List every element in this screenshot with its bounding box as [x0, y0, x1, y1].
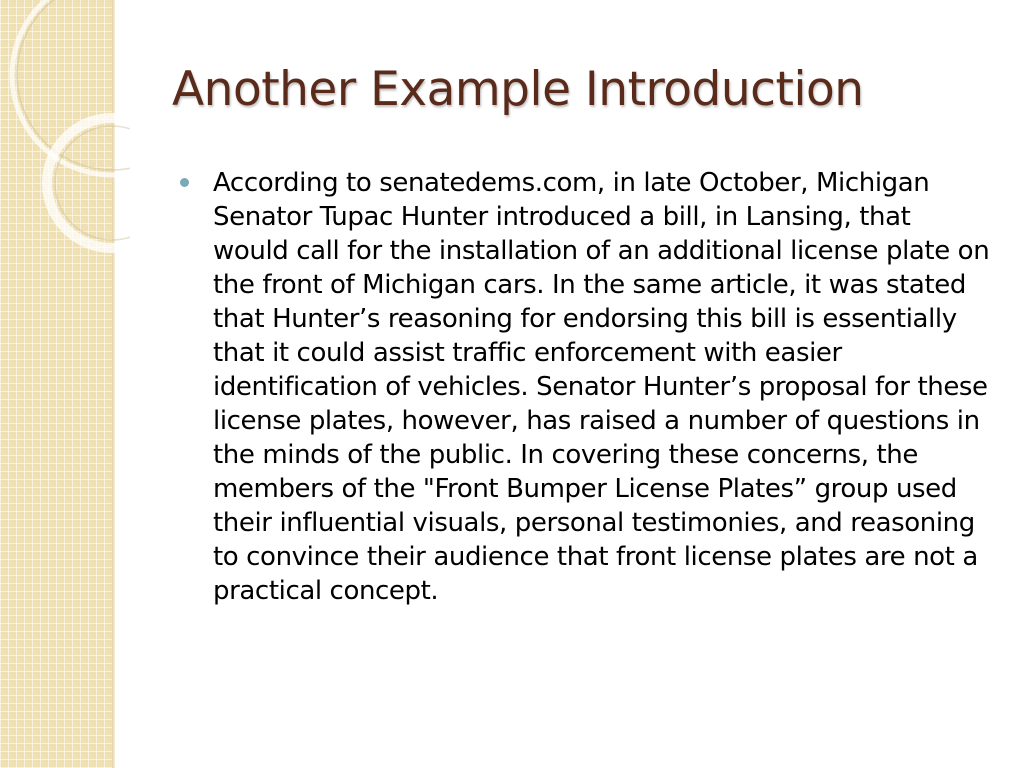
- slide-title: Another Example Introduction: [172, 62, 864, 117]
- decorative-rings: [0, 0, 130, 260]
- slide-content: [180, 166, 992, 608]
- bullet-text: According to senatedems.com, in late October, Michigan Senator Tupac Hunter introduced a bill, in Lansing, that would call for the installation of an additional license plate on the front of Michigan cars. In the same article, it was stated that Hunter’s reasoning for endorsing this bill is essentially that it could assist traffic enforcement with easier identification of vehicles. Senator Hunter’s proposal for these license plates, however, has raised a number of questions in the minds of the public. In covering these concerns, the members of the "Front Bumper License Plates” group used their influential visuals, personal testimonies, and reasoning to convince their audience that front license plates are not a practical concept.: [213, 168, 990, 606]
- decorative-ring-top-inner: [17, 0, 130, 170]
- bullet-item: [180, 166, 992, 608]
- bullet-dot-icon: [180, 178, 189, 187]
- decorative-ring-bottom: [47, 118, 130, 248]
